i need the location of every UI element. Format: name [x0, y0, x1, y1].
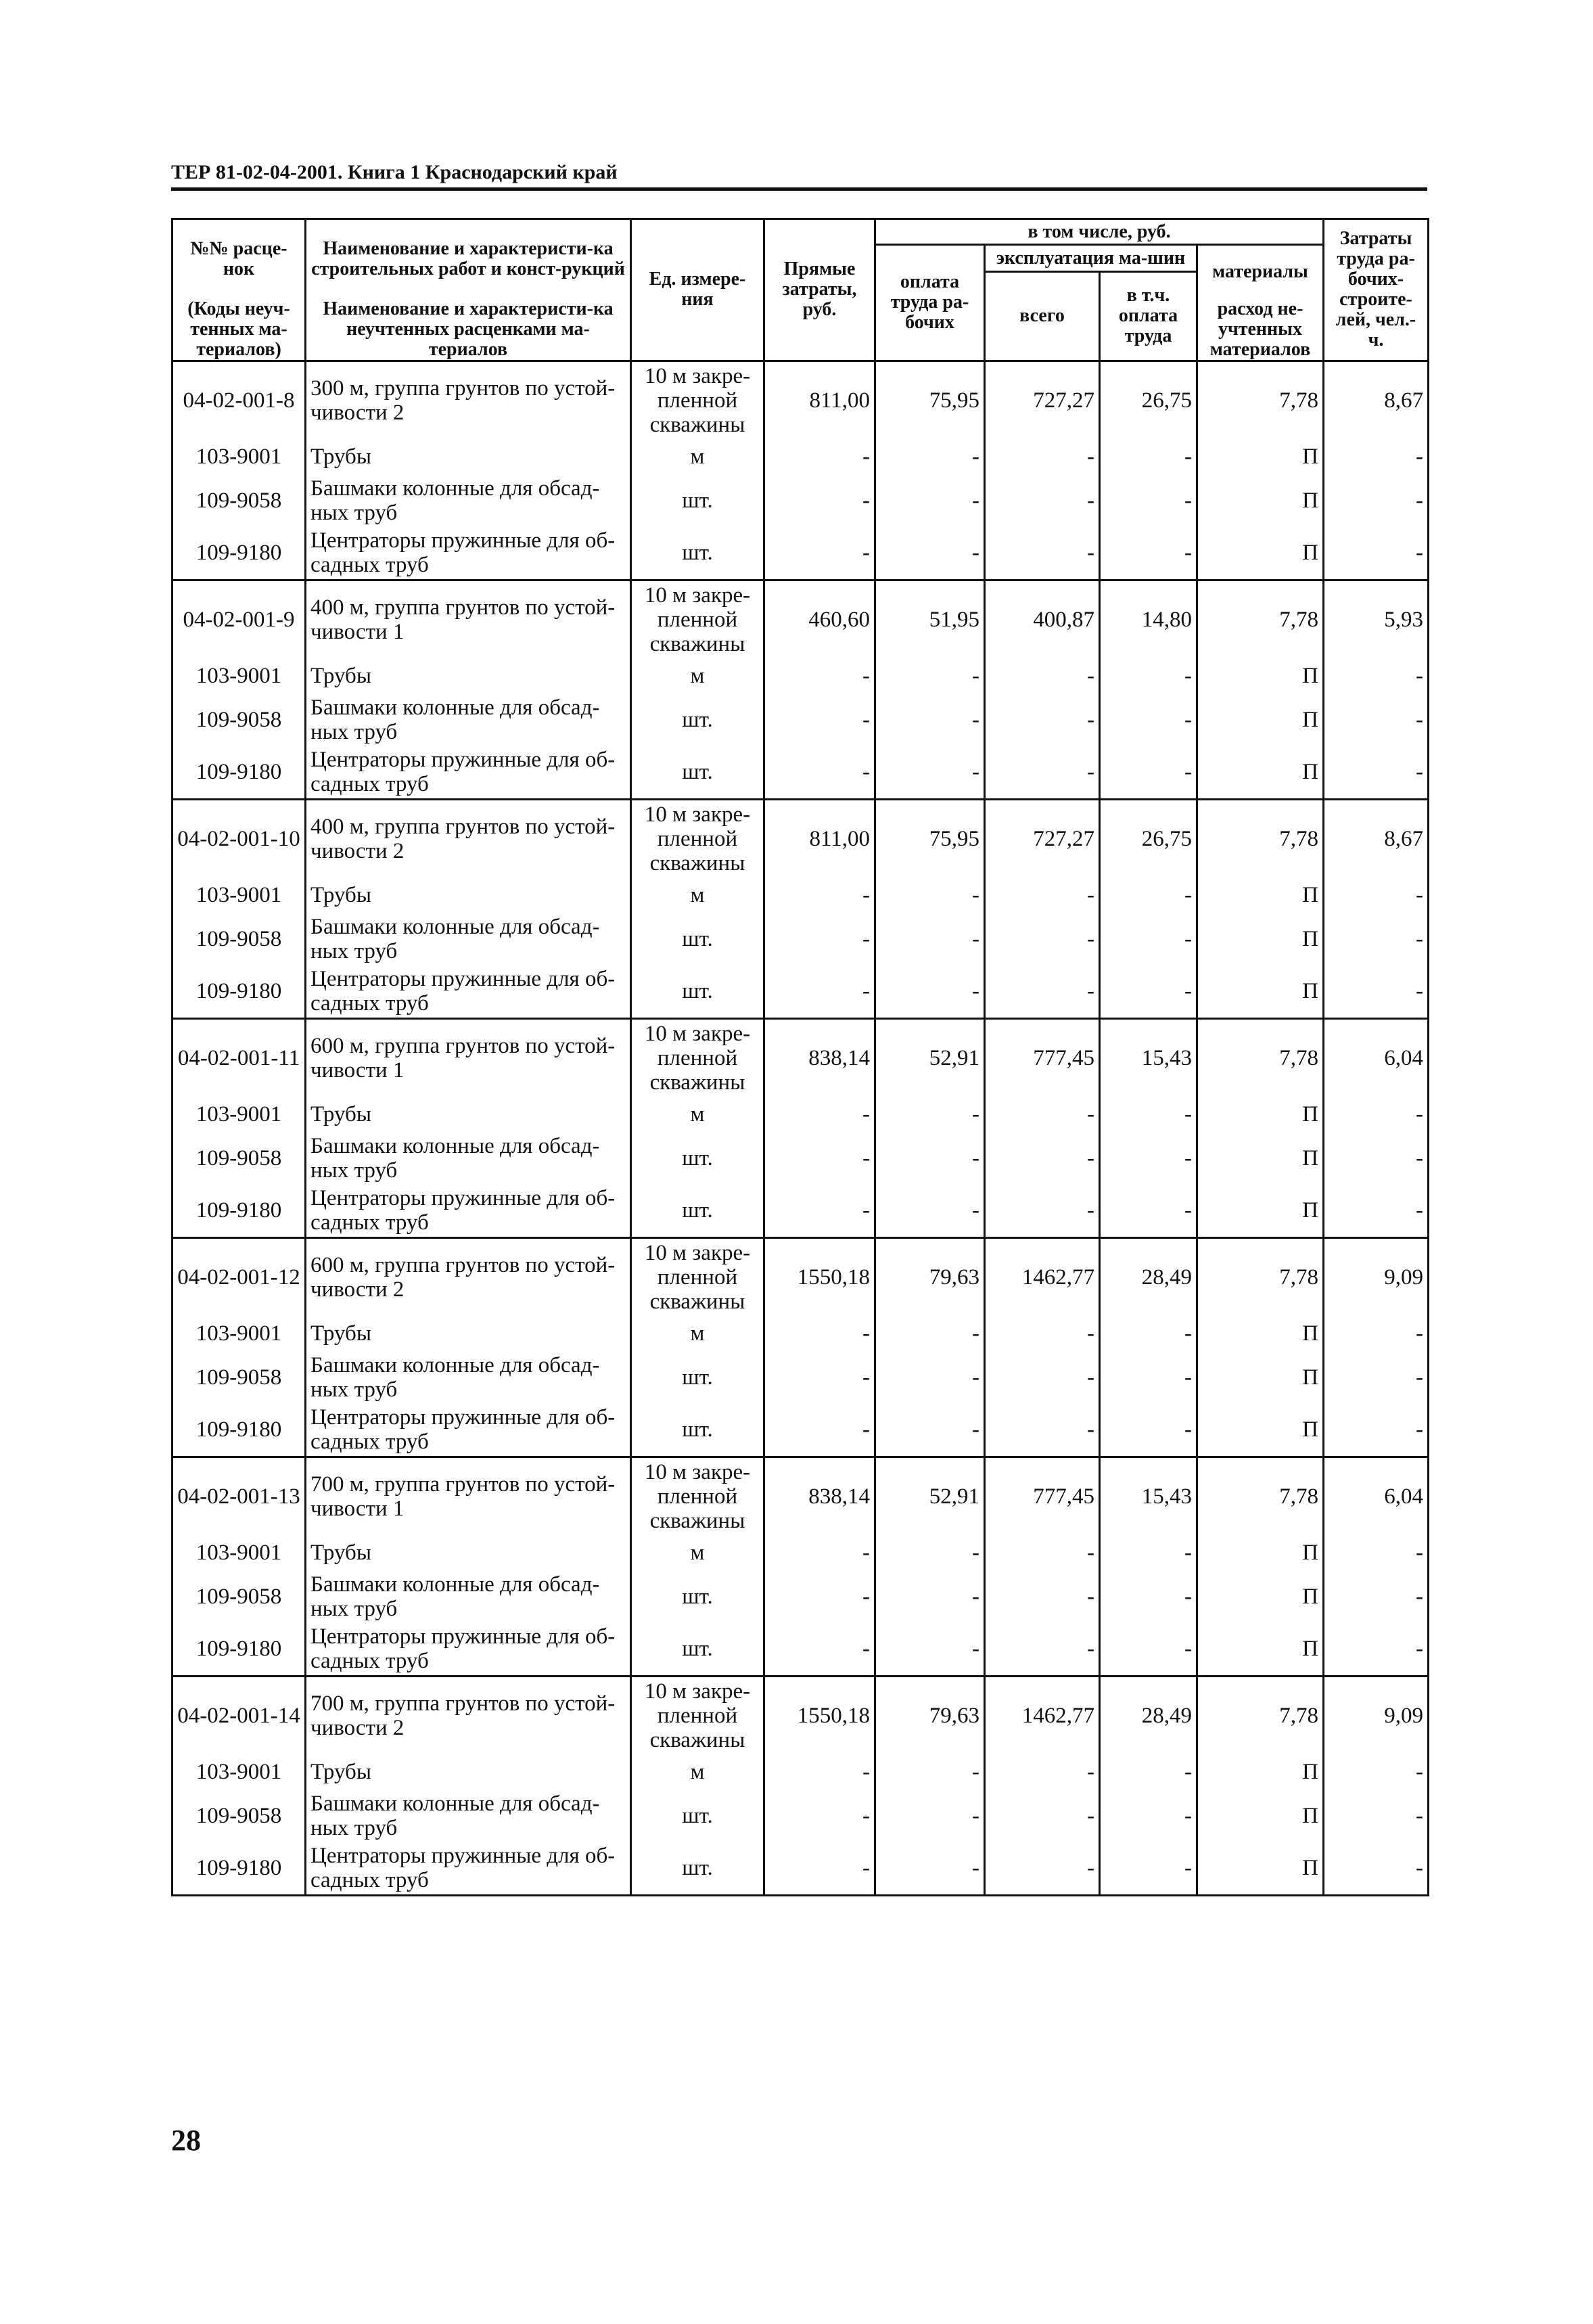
cell-unit: м	[631, 1097, 764, 1132]
cell-unit: шт.	[631, 527, 764, 580]
cell-labor-costs: 6,04	[1324, 1018, 1429, 1097]
cell-labor-costs: -	[1324, 878, 1429, 913]
cell-code: 04-02-001-12	[172, 1237, 306, 1316]
cell-name: Центраторы пружинные для об-садных труб	[306, 965, 631, 1018]
cell-unit: шт.	[631, 1570, 764, 1623]
cell-labor-pay: -	[875, 1842, 985, 1895]
cell-unit: шт.	[631, 1404, 764, 1457]
cell-unit: м	[631, 1535, 764, 1570]
header-materials-consumption: расход не-учтенных материалов	[1197, 299, 1324, 361]
cell-materials: П	[1197, 1404, 1324, 1457]
cell-machines-total: -	[985, 1185, 1100, 1237]
cell-labor-costs: -	[1324, 1185, 1429, 1237]
cell-materials: 7,78	[1197, 580, 1324, 658]
cell-code: 04-02-001-10	[172, 799, 306, 878]
cell-code: 109-9180	[172, 746, 306, 799]
cell-materials: 7,78	[1197, 1457, 1324, 1535]
header-machines-labor: в т.ч. оплата труда	[1100, 272, 1197, 361]
cell-labor-pay: -	[875, 474, 985, 527]
cell-code: 109-9058	[172, 1132, 306, 1185]
cell-unit: шт.	[631, 693, 764, 746]
cell-machines-total: -	[985, 1842, 1100, 1895]
cell-labor-pay: -	[875, 965, 985, 1018]
table-row	[172, 1570, 1429, 1623]
cell-direct-costs: -	[764, 1185, 875, 1237]
cell-unit: шт.	[631, 474, 764, 527]
cell-labor-pay: -	[875, 746, 985, 799]
table-row	[172, 1237, 1429, 1316]
table-row	[172, 1754, 1429, 1790]
cell-name: Трубы	[306, 439, 631, 474]
cell-machines-labor: -	[1100, 693, 1197, 746]
cell-code: 04-02-001-8	[172, 361, 306, 439]
cell-machines-labor: -	[1100, 965, 1197, 1018]
cell-labor-pay: -	[875, 693, 985, 746]
cell-direct-costs: -	[764, 1535, 875, 1570]
cell-unit: шт.	[631, 1842, 764, 1895]
cell-labor-pay: 51,95	[875, 580, 985, 658]
table-row	[172, 1132, 1429, 1185]
cell-direct-costs: -	[764, 439, 875, 474]
table-row	[172, 878, 1429, 913]
cell-materials: 7,78	[1197, 1018, 1324, 1097]
cell-name: Башмаки колонные для обсад-ных труб	[306, 1132, 631, 1185]
cell-machines-total: -	[985, 746, 1100, 799]
cell-materials: П	[1197, 1185, 1324, 1237]
cell-direct-costs: 838,14	[764, 1457, 875, 1535]
cell-labor-pay: -	[875, 439, 985, 474]
cell-labor-pay: -	[875, 1316, 985, 1351]
cell-name: Трубы	[306, 1316, 631, 1351]
cell-machines-labor: -	[1100, 878, 1197, 913]
cell-machines-total: -	[985, 878, 1100, 913]
cell-labor-costs: 6,04	[1324, 1457, 1429, 1535]
cell-direct-costs: -	[764, 1316, 875, 1351]
cell-materials: П	[1197, 527, 1324, 580]
cell-direct-costs: 811,00	[764, 361, 875, 439]
cell-materials: П	[1197, 1097, 1324, 1132]
cell-materials: П	[1197, 439, 1324, 474]
cell-machines-total: -	[985, 1351, 1100, 1404]
cell-materials: П	[1197, 1132, 1324, 1185]
cell-labor-costs: -	[1324, 1570, 1429, 1623]
cell-unit: м	[631, 878, 764, 913]
cell-direct-costs: -	[764, 1623, 875, 1676]
cell-machines-labor: -	[1100, 474, 1197, 527]
cell-materials: П	[1197, 1316, 1324, 1351]
cell-labor-costs: 8,67	[1324, 361, 1429, 439]
cell-name: Центраторы пружинные для об-садных труб	[306, 1185, 631, 1237]
cell-labor-pay: -	[875, 1754, 985, 1790]
cell-machines-labor: -	[1100, 1754, 1197, 1790]
cell-machines-labor: 26,75	[1100, 361, 1197, 439]
cell-labor-costs: 9,09	[1324, 1676, 1429, 1754]
cell-direct-costs: 838,14	[764, 1018, 875, 1097]
cell-labor-pay: 79,63	[875, 1676, 985, 1754]
cell-name: Башмаки колонные для обсад-ных труб	[306, 1790, 631, 1842]
cell-materials: П	[1197, 1535, 1324, 1570]
cell-labor-costs: -	[1324, 693, 1429, 746]
cell-labor-costs: -	[1324, 1351, 1429, 1404]
cell-labor-costs: 5,93	[1324, 580, 1429, 658]
cell-code: 04-02-001-9	[172, 580, 306, 658]
cell-machines-total: 400,87	[985, 580, 1100, 658]
cell-name: 300 м, группа грунтов по устой-чивости 2	[306, 361, 631, 439]
cell-machines-total: -	[985, 474, 1100, 527]
cell-direct-costs: -	[764, 746, 875, 799]
cell-labor-costs: -	[1324, 1316, 1429, 1351]
cell-machines-labor: -	[1100, 658, 1197, 693]
cell-labor-costs: -	[1324, 913, 1429, 965]
cell-labor-costs: -	[1324, 1623, 1429, 1676]
cell-name: Трубы	[306, 878, 631, 913]
rates-table	[171, 218, 1429, 1896]
header-labor-costs: Затраты труда ра-бочих-строите-лей, чел.-ч.	[1324, 219, 1429, 361]
cell-machines-total: -	[985, 1535, 1100, 1570]
cell-direct-costs: -	[764, 1097, 875, 1132]
cell-materials: П	[1197, 1842, 1324, 1895]
cell-name: Трубы	[306, 658, 631, 693]
cell-labor-costs: -	[1324, 439, 1429, 474]
cell-machines-labor: -	[1100, 1535, 1197, 1570]
cell-materials: П	[1197, 913, 1324, 965]
cell-materials: П	[1197, 658, 1324, 693]
cell-name: 700 м, группа грунтов по устой-чивости 1	[306, 1457, 631, 1535]
cell-direct-costs: -	[764, 913, 875, 965]
table-row	[172, 1535, 1429, 1570]
cell-machines-labor: -	[1100, 1404, 1197, 1457]
cell-name: Башмаки колонные для обсад-ных труб	[306, 693, 631, 746]
cell-code: 103-9001	[172, 658, 306, 693]
cell-materials: 7,78	[1197, 1676, 1324, 1754]
cell-machines-labor: -	[1100, 1351, 1197, 1404]
cell-code: 109-9180	[172, 1842, 306, 1895]
cell-machines-total: -	[985, 1404, 1100, 1457]
table-row	[172, 1457, 1429, 1535]
cell-unit: м	[631, 658, 764, 693]
header-labor-pay: оплата труда ра-бочих	[875, 245, 985, 361]
cell-machines-total: 1462,77	[985, 1676, 1100, 1754]
cell-labor-pay: -	[875, 878, 985, 913]
cell-name: 600 м, группа грунтов по устой-чивости 2	[306, 1237, 631, 1316]
cell-name: Башмаки колонные для обсад-ных труб	[306, 1570, 631, 1623]
cell-machines-total: -	[985, 1623, 1100, 1676]
header-material-code: (Коды неуч-тенных ма-териалов)	[172, 299, 306, 361]
header-rule	[171, 187, 1427, 191]
cell-unit: шт.	[631, 1185, 764, 1237]
cell-unit: шт.	[631, 746, 764, 799]
table-row	[172, 361, 1429, 439]
cell-machines-total: -	[985, 658, 1100, 693]
cell-machines-labor: 28,49	[1100, 1237, 1197, 1316]
cell-labor-costs: 8,67	[1324, 799, 1429, 878]
cell-machines-total: -	[985, 1316, 1100, 1351]
cell-labor-pay: -	[875, 1097, 985, 1132]
table-row	[172, 1676, 1429, 1754]
cell-machines-labor: -	[1100, 1132, 1197, 1185]
cell-labor-costs: -	[1324, 474, 1429, 527]
cell-name: 600 м, группа грунтов по устой-чивости 1	[306, 1018, 631, 1097]
cell-materials: П	[1197, 878, 1324, 913]
cell-name: 400 м, группа грунтов по устой-чивости 1	[306, 580, 631, 658]
cell-direct-costs: 1550,18	[764, 1676, 875, 1754]
cell-name: Башмаки колонные для обсад-ных труб	[306, 913, 631, 965]
cell-machines-labor: -	[1100, 1790, 1197, 1842]
cell-machines-labor: -	[1100, 1185, 1197, 1237]
table-row	[172, 1404, 1429, 1457]
cell-labor-pay: 52,91	[875, 1457, 985, 1535]
table-row	[172, 1790, 1429, 1842]
cell-labor-pay: 52,91	[875, 1018, 985, 1097]
cell-unit: м	[631, 1754, 764, 1790]
cell-labor-costs: -	[1324, 965, 1429, 1018]
cell-machines-total: -	[985, 1132, 1100, 1185]
cell-labor-pay: -	[875, 527, 985, 580]
cell-machines-total: 1462,77	[985, 1237, 1100, 1316]
header-machines: эксплуатация ма-шин	[985, 245, 1197, 272]
cell-labor-costs: 9,09	[1324, 1237, 1429, 1316]
cell-materials: П	[1197, 1790, 1324, 1842]
cell-labor-costs: -	[1324, 1132, 1429, 1185]
cell-unit: 10 м закре-пленной скважины	[631, 1018, 764, 1097]
cell-unit: шт.	[631, 1623, 764, 1676]
cell-code: 109-9058	[172, 474, 306, 527]
cell-labor-pay: -	[875, 1185, 985, 1237]
header-name: Наименование и характеристи-ка строительных работ и конст-рукций	[306, 219, 631, 299]
cell-labor-pay: 79,63	[875, 1237, 985, 1316]
cell-direct-costs: -	[764, 1404, 875, 1457]
cell-unit: шт.	[631, 1132, 764, 1185]
table-row	[172, 746, 1429, 799]
table-row	[172, 1185, 1429, 1237]
header-code: №№ расце-нок	[172, 219, 306, 299]
cell-unit: шт.	[631, 913, 764, 965]
cell-code: 109-9058	[172, 1790, 306, 1842]
cell-unit: 10 м закре-пленной скважины	[631, 361, 764, 439]
cell-direct-costs: -	[764, 1842, 875, 1895]
cell-labor-costs: -	[1324, 1790, 1429, 1842]
cell-name: Трубы	[306, 1754, 631, 1790]
cell-name: 400 м, группа грунтов по устой-чивости 2	[306, 799, 631, 878]
cell-machines-total: -	[985, 1790, 1100, 1842]
cell-name: Центраторы пружинные для об-садных труб	[306, 1623, 631, 1676]
cell-unit: 10 м закре-пленной скважины	[631, 1457, 764, 1535]
cell-unit: 10 м закре-пленной скважины	[631, 1237, 764, 1316]
cell-labor-pay: 75,95	[875, 361, 985, 439]
cell-code: 103-9001	[172, 1316, 306, 1351]
cell-code: 109-9058	[172, 913, 306, 965]
cell-direct-costs: -	[764, 474, 875, 527]
cell-machines-labor: -	[1100, 1842, 1197, 1895]
cell-materials: П	[1197, 693, 1324, 746]
cell-unit: м	[631, 439, 764, 474]
cell-unit: шт.	[631, 1790, 764, 1842]
cell-machines-labor: -	[1100, 1097, 1197, 1132]
table-row	[172, 474, 1429, 527]
cell-code: 103-9001	[172, 1535, 306, 1570]
cell-labor-pay: -	[875, 1132, 985, 1185]
cell-machines-total: -	[985, 1754, 1100, 1790]
cell-direct-costs: -	[764, 1754, 875, 1790]
cell-labor-pay: -	[875, 1535, 985, 1570]
table-row	[172, 658, 1429, 693]
cell-machines-labor: -	[1100, 1570, 1197, 1623]
cell-labor-pay: -	[875, 913, 985, 965]
cell-unit: 10 м закре-пленной скважины	[631, 580, 764, 658]
cell-labor-costs: -	[1324, 1535, 1429, 1570]
cell-direct-costs: 1550,18	[764, 1237, 875, 1316]
cell-unit: шт.	[631, 1351, 764, 1404]
table-row	[172, 1842, 1429, 1895]
cell-name: Центраторы пружинные для об-садных труб	[306, 1404, 631, 1457]
header-unit: Ед. измере-ния	[631, 219, 764, 361]
cell-unit: 10 м закре-пленной скважины	[631, 799, 764, 878]
cell-machines-labor: -	[1100, 527, 1197, 580]
cell-code: 04-02-001-13	[172, 1457, 306, 1535]
cell-code: 04-02-001-11	[172, 1018, 306, 1097]
cell-unit: м	[631, 1316, 764, 1351]
cell-machines-total: 777,45	[985, 1457, 1100, 1535]
cell-labor-costs: -	[1324, 1842, 1429, 1895]
table-row	[172, 1316, 1429, 1351]
cell-direct-costs: 460,60	[764, 580, 875, 658]
cell-machines-labor: -	[1100, 746, 1197, 799]
cell-name: Центраторы пружинные для об-садных труб	[306, 527, 631, 580]
cell-machines-labor: 15,43	[1100, 1457, 1197, 1535]
cell-labor-pay: -	[875, 1404, 985, 1457]
cell-code: 103-9001	[172, 1097, 306, 1132]
cell-direct-costs: -	[764, 1351, 875, 1404]
cell-labor-pay: 75,95	[875, 799, 985, 878]
header-machines-total: всего	[985, 272, 1100, 361]
cell-name: Трубы	[306, 1097, 631, 1132]
cell-labor-pay: -	[875, 1351, 985, 1404]
table-row	[172, 1018, 1429, 1097]
cell-code: 103-9001	[172, 878, 306, 913]
table-row	[172, 1097, 1429, 1132]
page-header: ТЕР 81-02-04-2001. Книга 1 Краснодарский край	[171, 161, 618, 183]
cell-machines-total: -	[985, 439, 1100, 474]
page-number: 28	[171, 2124, 201, 2157]
cell-labor-costs: -	[1324, 1404, 1429, 1457]
cell-direct-costs: -	[764, 1570, 875, 1623]
cell-machines-total: 727,27	[985, 799, 1100, 878]
cell-labor-pay: -	[875, 1790, 985, 1842]
cell-name: 700 м, группа грунтов по устой-чивости 2	[306, 1676, 631, 1754]
cell-materials: П	[1197, 746, 1324, 799]
cell-direct-costs: -	[764, 965, 875, 1018]
cell-unit: шт.	[631, 965, 764, 1018]
cell-labor-costs: -	[1324, 746, 1429, 799]
cell-labor-pay: -	[875, 658, 985, 693]
table-row	[172, 1623, 1429, 1676]
cell-materials: П	[1197, 1754, 1324, 1790]
cell-materials: П	[1197, 1623, 1324, 1676]
cell-materials: 7,78	[1197, 1237, 1324, 1316]
cell-machines-labor: -	[1100, 913, 1197, 965]
cell-labor-costs: -	[1324, 527, 1429, 580]
cell-machines-total: -	[985, 1097, 1100, 1132]
table-row	[172, 580, 1429, 658]
cell-machines-labor: -	[1100, 1623, 1197, 1676]
cell-machines-labor: -	[1100, 439, 1197, 474]
cell-machines-labor: 15,43	[1100, 1018, 1197, 1097]
cell-direct-costs: 811,00	[764, 799, 875, 878]
cell-machines-labor: 26,75	[1100, 799, 1197, 878]
cell-direct-costs: -	[764, 527, 875, 580]
cell-labor-costs: -	[1324, 1097, 1429, 1132]
cell-direct-costs: -	[764, 693, 875, 746]
cell-direct-costs: -	[764, 878, 875, 913]
table-row	[172, 913, 1429, 965]
cell-code: 04-02-001-14	[172, 1676, 306, 1754]
table-row	[172, 1351, 1429, 1404]
cell-code: 109-9180	[172, 1185, 306, 1237]
cell-materials: П	[1197, 965, 1324, 1018]
header-direct-costs: Прямые затраты, руб.	[764, 219, 875, 361]
cell-machines-labor: -	[1100, 1316, 1197, 1351]
cell-name: Центраторы пружинные для об-садных труб	[306, 746, 631, 799]
cell-machines-labor: 14,80	[1100, 580, 1197, 658]
cell-code: 103-9001	[172, 439, 306, 474]
cell-name: Башмаки колонные для обсад-ных труб	[306, 1351, 631, 1404]
cell-direct-costs: -	[764, 1790, 875, 1842]
cell-machines-total: -	[985, 527, 1100, 580]
cell-materials: П	[1197, 474, 1324, 527]
cell-name: Башмаки колонные для обсад-ных труб	[306, 474, 631, 527]
cell-machines-total: -	[985, 965, 1100, 1018]
cell-code: 109-9058	[172, 693, 306, 746]
cell-machines-total: 727,27	[985, 361, 1100, 439]
cell-code: 103-9001	[172, 1754, 306, 1790]
cell-direct-costs: -	[764, 658, 875, 693]
cell-machines-labor: 28,49	[1100, 1676, 1197, 1754]
cell-labor-costs: -	[1324, 658, 1429, 693]
table-row	[172, 965, 1429, 1018]
table-row	[172, 693, 1429, 746]
header-material-name: Наименование и характеристи-ка неучтенных расценками ма-териалов	[306, 299, 631, 361]
cell-code: 109-9058	[172, 1570, 306, 1623]
cell-materials: П	[1197, 1570, 1324, 1623]
cell-code: 109-9058	[172, 1351, 306, 1404]
cell-materials: П	[1197, 1351, 1324, 1404]
table-row	[172, 799, 1429, 878]
header-materials: материалы	[1197, 245, 1324, 299]
cell-labor-pay: -	[875, 1570, 985, 1623]
cell-machines-total: -	[985, 913, 1100, 965]
table-body	[172, 361, 1429, 1895]
cell-labor-costs: -	[1324, 1754, 1429, 1790]
cell-unit: 10 м закре-пленной скважины	[631, 1676, 764, 1754]
cell-materials: 7,78	[1197, 361, 1324, 439]
cell-code: 109-9180	[172, 1623, 306, 1676]
header-including: в том числе, руб.	[875, 219, 1324, 245]
cell-machines-total: -	[985, 1570, 1100, 1623]
table-row	[172, 439, 1429, 474]
cell-materials: 7,78	[1197, 799, 1324, 878]
cell-labor-pay: -	[875, 1623, 985, 1676]
cell-machines-total: -	[985, 693, 1100, 746]
cell-name: Трубы	[306, 1535, 631, 1570]
cell-machines-total: 777,45	[985, 1018, 1100, 1097]
table-row	[172, 527, 1429, 580]
cell-code: 109-9180	[172, 527, 306, 580]
cell-code: 109-9180	[172, 965, 306, 1018]
cell-direct-costs: -	[764, 1132, 875, 1185]
cell-code: 109-9180	[172, 1404, 306, 1457]
cell-name: Центраторы пружинные для об-садных труб	[306, 1842, 631, 1895]
